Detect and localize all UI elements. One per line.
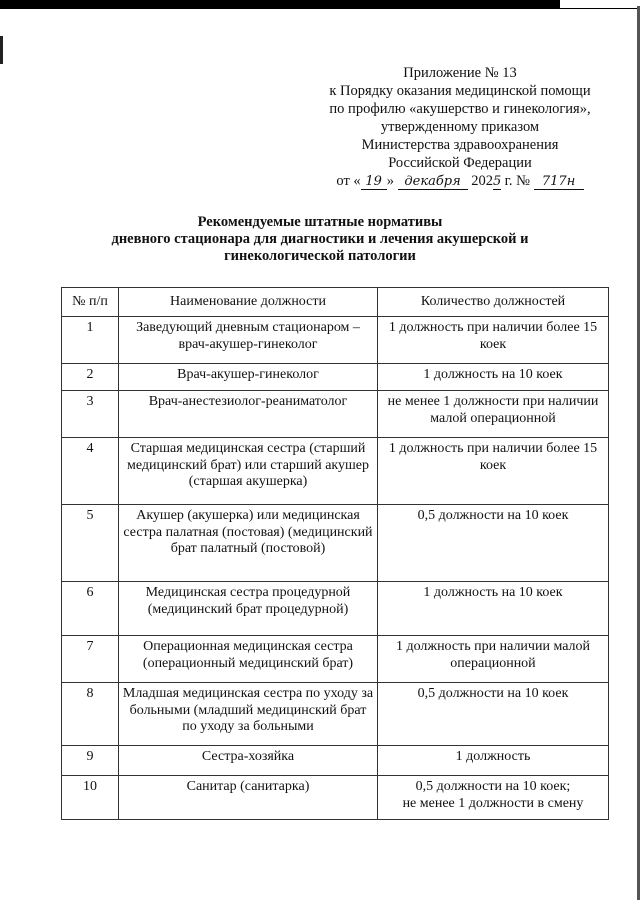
year-prefix: 202 bbox=[471, 173, 493, 189]
table-row bbox=[62, 317, 609, 364]
handwritten-year-digit: 5 bbox=[492, 174, 502, 189]
header-quantity: Количество должностей bbox=[378, 288, 609, 317]
table-row bbox=[62, 776, 609, 820]
table-row bbox=[62, 683, 609, 746]
handwritten-day: 19 bbox=[361, 175, 387, 190]
position-name: Врач-акушер-гинеколог bbox=[119, 364, 378, 391]
header-number: № п/п bbox=[62, 288, 119, 317]
document-title bbox=[60, 214, 580, 265]
order-date-line bbox=[300, 172, 620, 190]
position-name: Операционная медицинская сестра (операционный медицинский брат) bbox=[119, 636, 378, 683]
position-quantity: 0,5 должности на 10 коек bbox=[378, 505, 609, 582]
row-number: 7 bbox=[62, 636, 119, 683]
position-quantity: 1 должность на 10 коек bbox=[378, 364, 609, 391]
table-row bbox=[62, 746, 609, 776]
position-name: Врач-анестезиолог-реаниматолог bbox=[119, 391, 378, 438]
order-number-prefix: г. № bbox=[500, 173, 534, 189]
position-name: Старшая медицинская сестра (старший медицинский брат) или старший акушер (старшая акушерка) bbox=[119, 438, 378, 505]
appendix-line: утвержденному приказом bbox=[380, 119, 540, 135]
row-number: 2 bbox=[62, 364, 119, 391]
row-number: 6 bbox=[62, 582, 119, 636]
table-row bbox=[62, 391, 609, 438]
row-number: 5 bbox=[62, 505, 119, 582]
position-name: Заведующий дневным стационаром – врач-акушер-гинеколог bbox=[119, 317, 378, 364]
date-quote-close: » bbox=[386, 173, 394, 189]
table-row bbox=[62, 364, 609, 391]
position-quantity bbox=[378, 776, 609, 820]
table-row bbox=[62, 438, 609, 505]
header-position: Наименование должности bbox=[119, 288, 378, 317]
handwritten-order-number: 717н bbox=[534, 175, 584, 190]
position-quantity: 0,5 должности на 10 коек bbox=[378, 683, 609, 746]
row-number: 8 bbox=[62, 683, 119, 746]
row-number: 10 bbox=[62, 776, 119, 820]
quantity-line: не менее 1 должности в смену bbox=[402, 795, 584, 811]
scan-border-top bbox=[0, 0, 640, 9]
position-quantity: не менее 1 должности при наличии малой операционной bbox=[378, 391, 609, 438]
appendix-line: к Порядку оказания медицинской помощи bbox=[329, 83, 591, 99]
row-number: 3 bbox=[62, 391, 119, 438]
appendix-line: Министерства здравоохранения bbox=[361, 137, 559, 153]
table-header-row bbox=[62, 288, 609, 317]
row-number: 9 bbox=[62, 746, 119, 776]
position-name: Младшая медицинская сестра по уходу за больными (младший медицинский брат по уходу за больными bbox=[119, 683, 378, 746]
position-quantity: 1 должность на 10 коек bbox=[378, 582, 609, 636]
appendix-line: по профилю «акушерство и гинекология», bbox=[329, 101, 591, 117]
date-prefix: от « bbox=[336, 173, 361, 189]
row-number: 1 bbox=[62, 317, 119, 364]
appendix-heading bbox=[300, 64, 620, 190]
position-quantity: 1 должность при наличии более 15 коек bbox=[378, 438, 609, 505]
title-line: гинекологической патологии bbox=[224, 248, 416, 264]
position-name: Сестра-хозяйка bbox=[119, 746, 378, 776]
position-quantity: 1 должность при наличии малой операционной bbox=[378, 636, 609, 683]
table-row bbox=[62, 505, 609, 582]
position-quantity: 1 должность bbox=[378, 746, 609, 776]
scan-edge-mark bbox=[0, 36, 3, 64]
title-line: Рекомендуемые штатные нормативы bbox=[197, 214, 443, 230]
table-row bbox=[62, 636, 609, 683]
table-row bbox=[62, 582, 609, 636]
title-line: дневного стационара для диагностики и лечения акушерской и bbox=[111, 231, 529, 247]
appendix-line: Российской Федерации bbox=[388, 155, 532, 171]
position-name: Санитар (санитарка) bbox=[119, 776, 378, 820]
staffing-table bbox=[61, 287, 609, 820]
scan-border-gap bbox=[560, 0, 640, 8]
row-number: 4 bbox=[62, 438, 119, 505]
appendix-line: Приложение № 13 bbox=[403, 65, 517, 81]
quantity-line: 0,5 должности на 10 коек; bbox=[415, 779, 571, 794]
position-name: Акушер (акушерка) или медицинская сестра палатная (постовая) (медицинский брат палатный (постовой) bbox=[119, 505, 378, 582]
position-quantity: 1 должность при наличии более 15 коек bbox=[378, 317, 609, 364]
handwritten-month: декабря bbox=[398, 175, 468, 190]
position-name: Медицинская сестра процедурной (медицинский брат процедурной) bbox=[119, 582, 378, 636]
